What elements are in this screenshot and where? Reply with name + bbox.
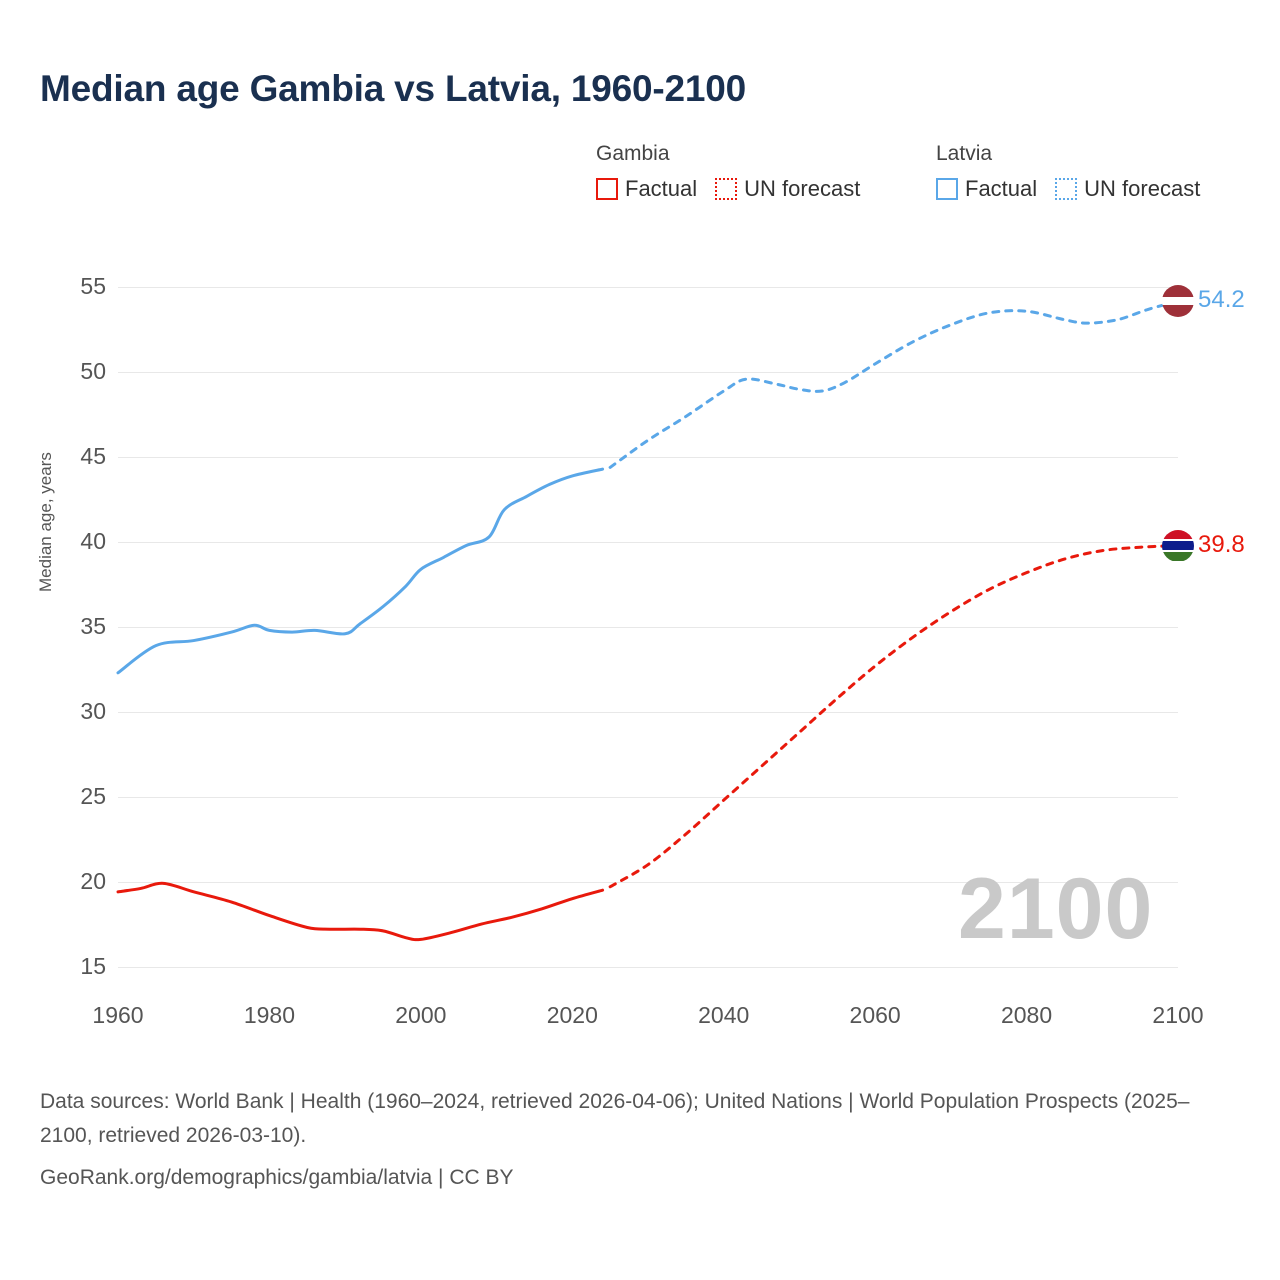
x-axis-tick-label: 1980 [243, 1002, 296, 1028]
x-axis-tick-label: 2040 [698, 1002, 750, 1028]
y-axis-tick-label: 35 [80, 613, 106, 639]
legend-group-title-latvia: Latvia [936, 142, 993, 165]
y-axis-tick-label: 55 [80, 273, 106, 300]
watermark-year: 2100 [958, 861, 1154, 957]
page-title: Median age Gambia vs Latvia, 1960-2100 [40, 68, 747, 109]
y-axis-tick-label: 25 [80, 782, 106, 809]
legend-label-gambia-factual: Factual [625, 176, 698, 201]
legend-swatch-icon-gambia-forecast [715, 178, 737, 200]
x-axis-tick-label: 2100 [1152, 1002, 1204, 1028]
gambia-flag-icon [1162, 530, 1194, 562]
gambia-end-value: 39.8 [1198, 530, 1245, 558]
series-line-gambia-un-forecast [610, 546, 1178, 887]
x-axis-tick-label: 2000 [395, 1002, 447, 1028]
data-sources-text: Data sources: World Bank | Health (1960–2024, retrieved 2026-04-06); United Nations | World Population Prospects (2025–2100, retrieved 2026-03-10). [40, 1090, 1190, 1147]
y-axis-tick-label: 40 [80, 528, 106, 555]
y-axis-tick-label: 15 [80, 952, 106, 979]
latvia-flag-icon [1162, 285, 1194, 317]
series-line-gambia-factual [118, 883, 603, 939]
legend-label-latvia-forecast: UN forecast [1084, 176, 1201, 201]
legend-swatch-icon-latvia-forecast [1055, 178, 1077, 200]
latvia-end-value: 54.2 [1198, 286, 1245, 314]
x-axis-tick-label: 2020 [546, 1002, 598, 1028]
footer-url[interactable]: GeoRank.org/demographics/gambia/latvia | CC BY [40, 1166, 514, 1189]
legend-item-latvia-factual[interactable] [936, 176, 1037, 202]
x-axis-tick-label: 1960 [92, 1002, 144, 1028]
legend-group-title-gambia: Gambia [596, 142, 670, 165]
x-axis-tick-label: 2060 [849, 1002, 901, 1028]
series-line-latvia-un-forecast [610, 301, 1178, 467]
legend-label-gambia-forecast: UN forecast [744, 176, 861, 201]
legend-group-latvia [936, 142, 1256, 202]
legend-swatch-icon-gambia-factual [596, 178, 618, 200]
legend-item-gambia-forecast[interactable] [715, 176, 860, 202]
y-axis-tick-label: 30 [80, 697, 106, 724]
legend-swatch-icon-latvia-factual [936, 178, 958, 200]
x-axis-tick-label: 2080 [1000, 1002, 1053, 1028]
footer [40, 1085, 1190, 1195]
plot-area [36, 262, 1245, 1028]
legend-item-latvia-forecast[interactable] [1055, 176, 1200, 202]
y-axis-tick-label: 45 [80, 443, 106, 470]
y-axis-tick-label: 20 [80, 867, 106, 894]
series-line-latvia-factual [118, 469, 603, 673]
series-lines [118, 262, 1178, 992]
y-axis-label: Median age, years [36, 452, 55, 592]
legend-item-gambia-factual[interactable] [596, 176, 697, 202]
legend [596, 142, 1256, 202]
legend-group-gambia [596, 142, 936, 202]
y-axis-tick-label: 50 [80, 358, 106, 385]
legend-label-latvia-factual: Factual [965, 176, 1038, 201]
